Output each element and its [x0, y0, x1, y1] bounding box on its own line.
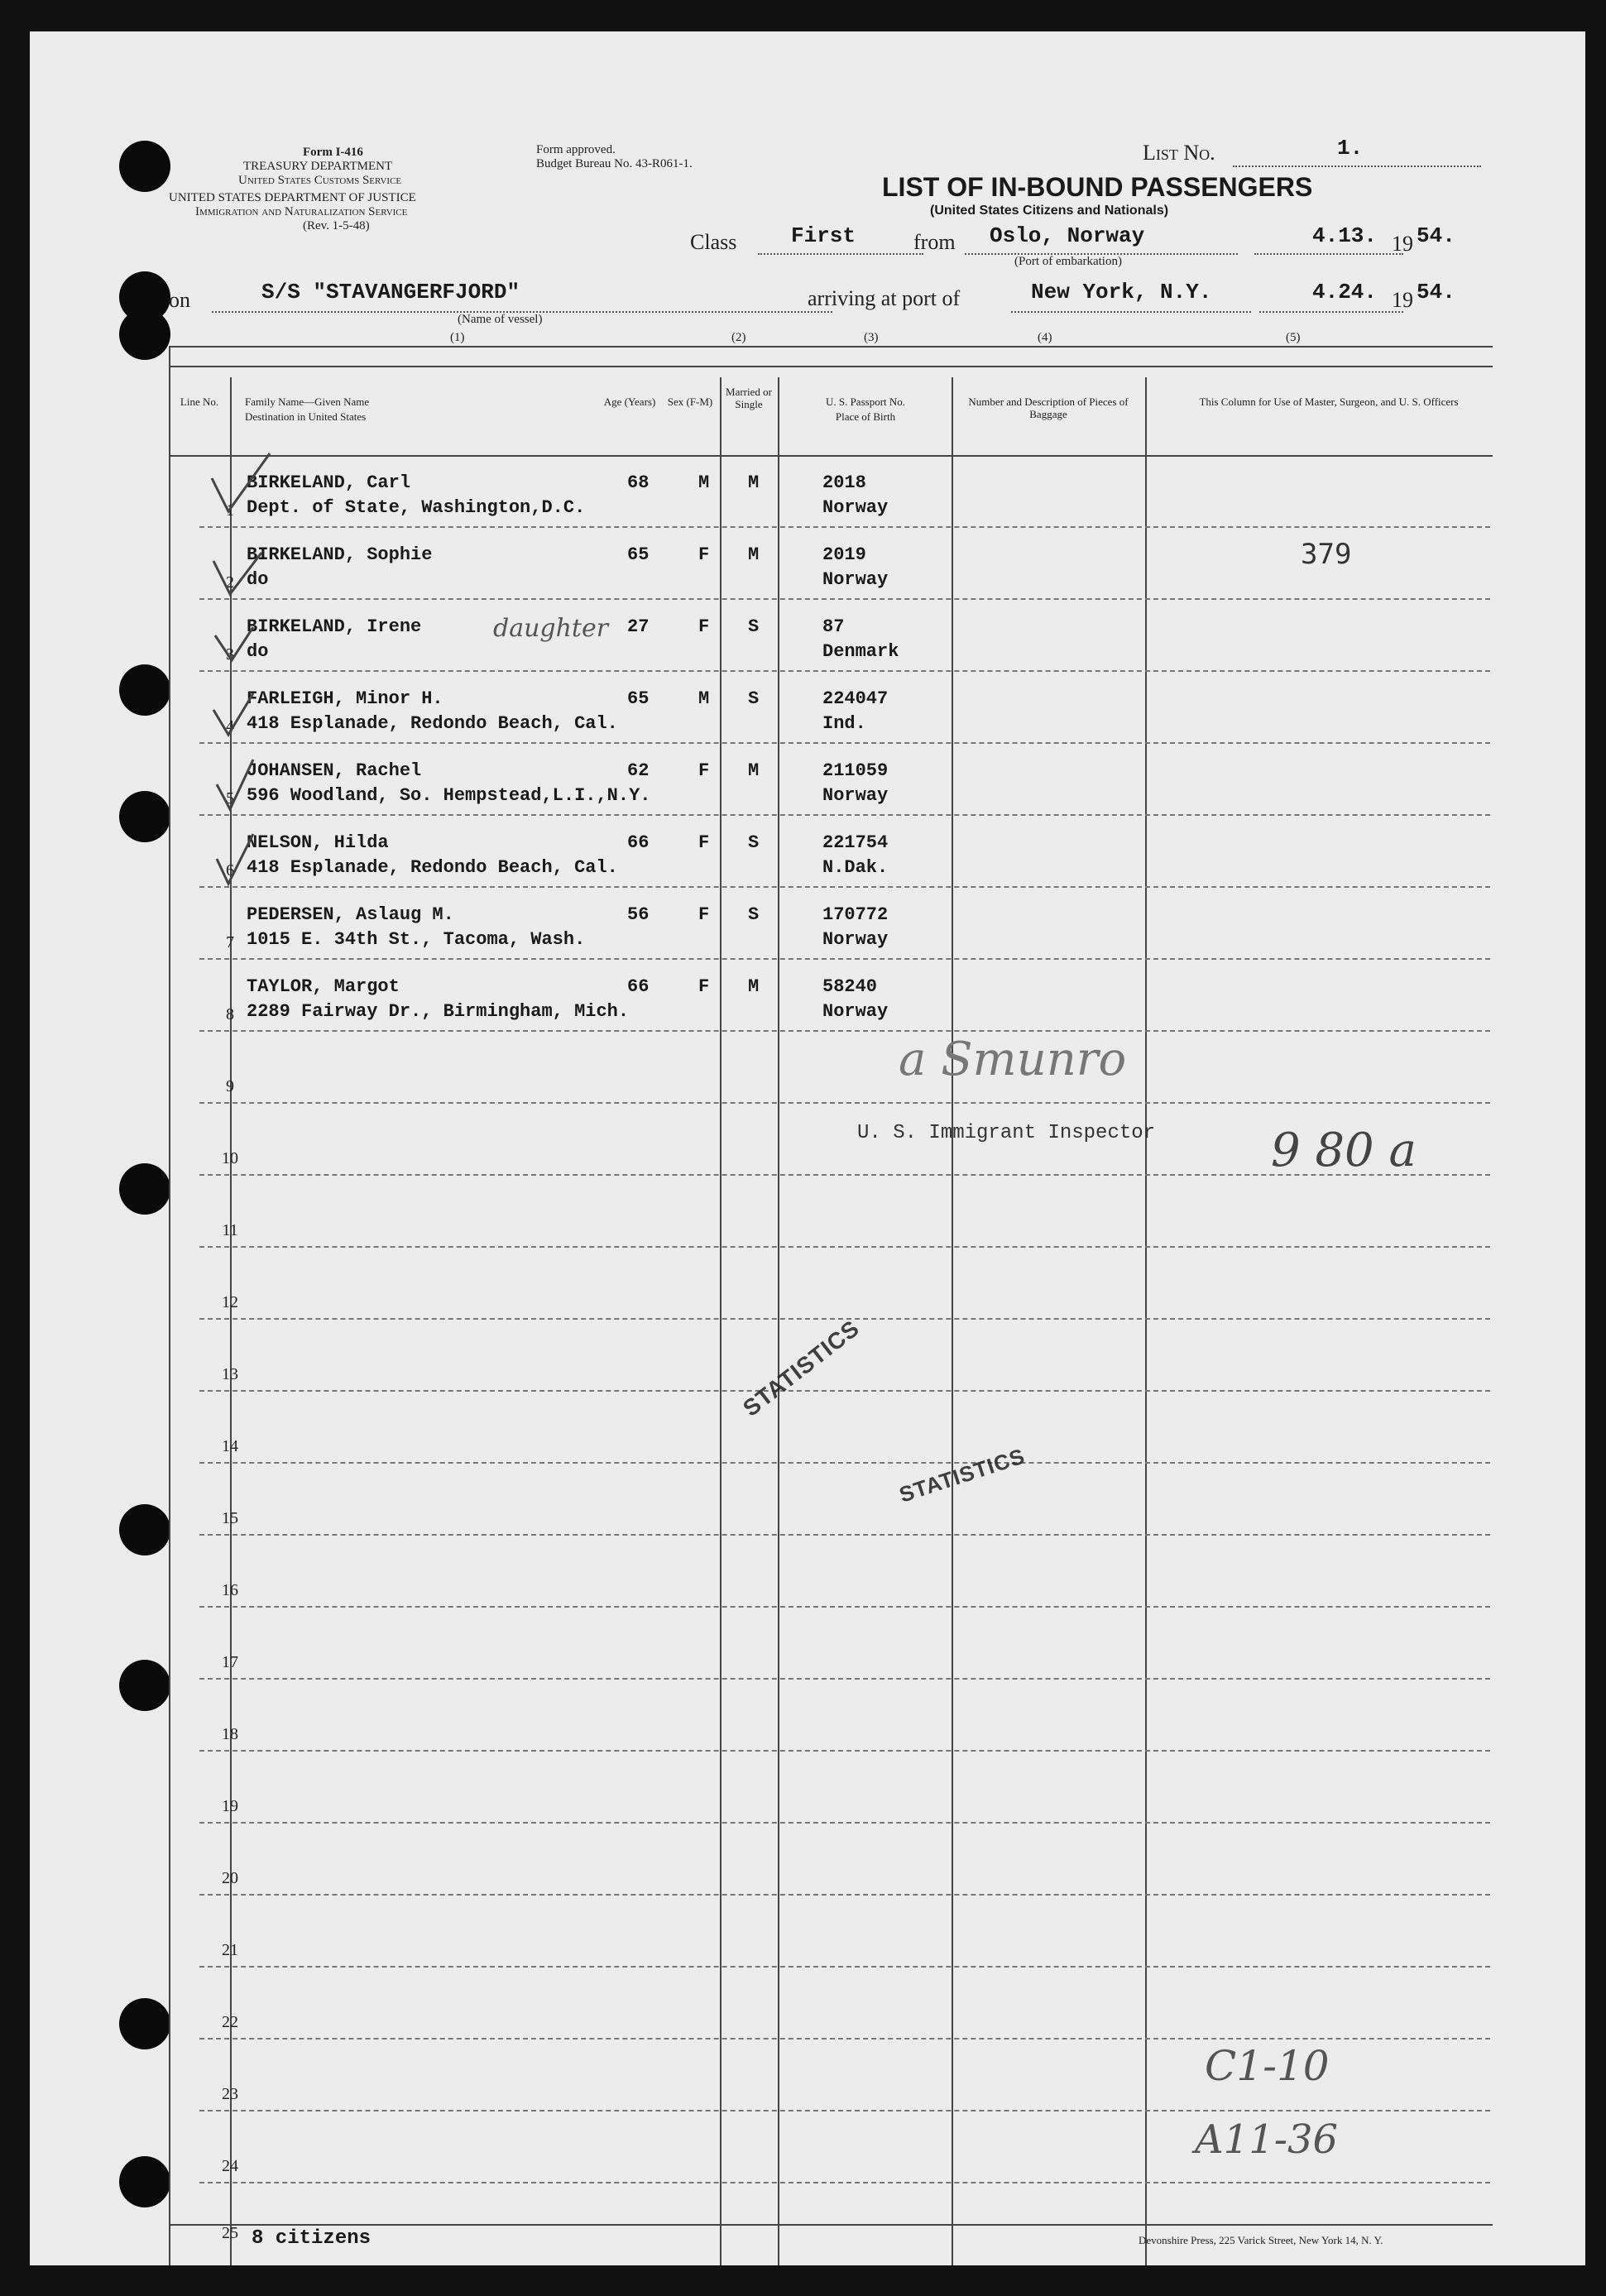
- class-label: Class: [690, 230, 737, 254]
- hdr-name: Family Name—Given Name: [245, 395, 370, 408]
- hdr-officers: This Column for Use of Master, Surgeon, and U. S. Officers: [1199, 395, 1459, 408]
- officer-number: 379: [1301, 538, 1352, 571]
- row-rule: [199, 598, 1490, 600]
- passenger-age: 56: [627, 904, 650, 925]
- inspector-title: U. S. Immigrant Inspector: [857, 1122, 1156, 1144]
- line-number: 17: [222, 1653, 238, 1671]
- embarkation-caption: (Port of embarkation): [1014, 255, 1122, 268]
- row-rule: [199, 1030, 1490, 1032]
- list-no-value: 1.: [1337, 136, 1364, 161]
- passenger-sex: F: [698, 760, 710, 781]
- daughter-note: daughter: [493, 614, 609, 643]
- row-rule: [199, 1246, 1490, 1248]
- inspector-signature: a Smunro: [899, 1033, 1127, 1086]
- passenger-name: NELSON, Hilda: [247, 832, 389, 853]
- col-num-1: (1): [450, 331, 465, 344]
- passenger-age: 62: [627, 760, 650, 781]
- file-code: A11-36: [1195, 2116, 1339, 2163]
- line-number: 11: [222, 1221, 238, 1239]
- hdr-baggage: Number and Description of Pieces of Baggage: [968, 395, 1129, 420]
- depart-date-rule: [1254, 253, 1403, 255]
- line-number: 25: [222, 2224, 238, 2242]
- from-label: from: [913, 230, 956, 254]
- row-rule: [199, 2038, 1490, 2040]
- statistics-stamp: STATISTICS: [738, 1315, 865, 1421]
- line-number: 15: [222, 1509, 238, 1527]
- passenger-sex: F: [698, 616, 710, 637]
- line-number: 22: [222, 2013, 238, 2031]
- hdr-married: Married or Single: [726, 386, 772, 410]
- time-note: 9 80 a: [1271, 1124, 1417, 1177]
- depart-date: 4.13.: [1312, 223, 1378, 248]
- row-rule: [199, 814, 1490, 816]
- line-number: 1: [226, 501, 234, 520]
- page-subtitle: (United States Citizens and Nationals): [930, 204, 1169, 218]
- passenger-passport: 170772: [822, 904, 889, 925]
- list-no-label: List No.: [1143, 141, 1215, 165]
- table-header-top-rule: [169, 366, 1493, 367]
- line-number: 20: [222, 1869, 238, 1887]
- binder-hole: [119, 2156, 170, 2207]
- passenger-marital: M: [748, 472, 760, 493]
- row-rule: [199, 670, 1490, 672]
- line-number: 4: [226, 717, 234, 736]
- table-left-border: [169, 346, 170, 2265]
- citizen-count: 8 citizens: [252, 2227, 372, 2250]
- row-rule: [199, 1534, 1490, 1536]
- printer-imprint: Devonshire Press, 225 Varick Street, New York 14, N. Y.: [1139, 2234, 1383, 2246]
- passenger-passport: 58240: [822, 976, 878, 997]
- arrival-date: 4.24.: [1312, 280, 1378, 304]
- row-rule: [199, 742, 1490, 744]
- passenger-marital: S: [748, 616, 760, 637]
- passenger-sex: F: [698, 832, 710, 853]
- embarkation-port: Oslo, Norway: [990, 223, 1145, 248]
- hdr-destination: Destination in United States: [245, 410, 367, 423]
- col-divider-passport: [952, 377, 953, 2265]
- line-number: 23: [222, 2085, 238, 2103]
- arrival-year: 54.: [1417, 280, 1455, 304]
- checkmark-icon: [204, 445, 303, 908]
- on-label: on: [169, 288, 190, 312]
- binder-hole: [119, 1163, 170, 1215]
- line-number: 14: [222, 1437, 238, 1455]
- line-number: 9: [226, 1077, 234, 1095]
- row-rule: [199, 2110, 1490, 2111]
- passenger-name: BIRKELAND, Sophie: [247, 544, 433, 565]
- line-number: 2: [226, 573, 234, 592]
- class-rule: [758, 253, 923, 255]
- passenger-age: 27: [627, 616, 650, 637]
- line-number: 8: [226, 1005, 234, 1023]
- passenger-name: FARLEIGH, Minor H.: [247, 688, 443, 709]
- vessel-name: S/S "STAVANGERFJORD": [261, 280, 520, 304]
- passenger-sex: M: [698, 688, 710, 709]
- table-top-rule: [169, 346, 1493, 348]
- passenger-passport: 211059: [822, 760, 889, 781]
- statistics-stamp: STATISTICS: [896, 1443, 1028, 1507]
- binder-hole: [119, 141, 170, 192]
- line-number: 3: [226, 645, 234, 664]
- passenger-marital: M: [748, 544, 760, 565]
- hdr-sex: Sex (F-M): [667, 395, 713, 408]
- passenger-sex: F: [698, 544, 710, 565]
- passenger-passport: 2018: [822, 472, 866, 493]
- passenger-birthplace: Norway: [822, 497, 889, 518]
- passenger-birthplace: Denmark: [822, 641, 899, 662]
- passenger-birthplace: Norway: [822, 785, 889, 806]
- line-number: 16: [222, 1581, 238, 1599]
- col-divider-married: [778, 377, 779, 2265]
- table-bottom-rule: [169, 2224, 1493, 2226]
- arriving-label: arriving at port of: [808, 286, 961, 310]
- row-rule: [199, 1966, 1490, 1968]
- line-number: 18: [222, 1725, 238, 1743]
- row-rule: [199, 1606, 1490, 1608]
- passenger-passport: 224047: [822, 688, 889, 709]
- row-rule: [199, 526, 1490, 528]
- passenger-destination: 418 Esplanade, Redondo Beach, Cal.: [247, 713, 618, 734]
- passenger-birthplace: Ind.: [822, 713, 866, 734]
- vessel-caption: (Name of vessel): [458, 313, 543, 326]
- list-no-rule: [1233, 165, 1481, 167]
- passenger-age: 68: [627, 472, 650, 493]
- passenger-sex: F: [698, 976, 710, 997]
- passenger-marital: S: [748, 832, 760, 853]
- passenger-sex: M: [698, 472, 710, 493]
- depart-year: 54.: [1417, 223, 1455, 248]
- hdr-birthplace: Place of Birth: [835, 410, 896, 423]
- revision-date: (Rev. 1-5-48): [303, 219, 370, 232]
- passenger-destination: 418 Esplanade, Redondo Beach, Cal.: [247, 857, 618, 878]
- line-number: 7: [226, 933, 234, 951]
- passenger-marital: S: [748, 904, 760, 925]
- col-divider-baggage: [1145, 377, 1147, 2265]
- row-rule: [199, 2182, 1490, 2183]
- row-rule: [199, 1462, 1490, 1464]
- ins-service: Immigration and Naturalization Service: [195, 205, 408, 218]
- passenger-name: TAYLOR, Margot: [247, 976, 400, 997]
- hdr-age: Age (Years): [603, 395, 656, 408]
- col-num-2: (2): [731, 331, 746, 344]
- passenger-age: 66: [627, 976, 650, 997]
- passenger-destination: Dept. of State, Washington,D.C.: [247, 497, 586, 518]
- passenger-destination: 2289 Fairway Dr., Birmingham, Mich.: [247, 1001, 630, 1022]
- row-rule: [199, 1678, 1490, 1680]
- customs-service: United States Customs Service: [238, 174, 402, 187]
- line-number: 24: [222, 2157, 238, 2175]
- line-number: 5: [226, 789, 234, 808]
- passenger-destination: 596 Woodland, So. Hempstead,L.I.,N.Y.: [247, 785, 651, 806]
- row-rule: [199, 886, 1490, 888]
- passenger-name: BIRKELAND, Irene: [247, 616, 422, 637]
- hdr-line-no: Line No.: [180, 395, 219, 408]
- binder-hole: [119, 1504, 170, 1555]
- form-id: Form I-416: [303, 146, 363, 159]
- depart-year-prefix: 19: [1392, 232, 1413, 256]
- col-num-5: (5): [1286, 331, 1301, 344]
- row-rule: [199, 1102, 1490, 1104]
- file-code: C1-10: [1205, 2042, 1330, 2090]
- line-number: 19: [222, 1797, 238, 1815]
- passenger-marital: M: [748, 760, 760, 781]
- manifest-sheet: [30, 31, 1585, 2265]
- arrival-port: New York, N.Y.: [1031, 280, 1212, 304]
- binder-hole: [119, 309, 170, 360]
- passenger-birthplace: N.Dak.: [822, 857, 889, 878]
- passenger-passport: 87: [822, 616, 845, 637]
- passenger-sex: F: [698, 904, 710, 925]
- col-num-4: (4): [1038, 331, 1052, 344]
- line-number: 13: [222, 1365, 238, 1383]
- passenger-passport: 2019: [822, 544, 866, 565]
- col-divider-name: [720, 377, 722, 2265]
- col-num-3: (3): [864, 331, 879, 344]
- arrival-date-rule: [1259, 311, 1403, 313]
- passenger-passport: 221754: [822, 832, 889, 853]
- page-title: LIST OF IN-BOUND PASSENGERS: [882, 172, 1313, 202]
- passenger-age: 65: [627, 688, 650, 709]
- passenger-destination: do: [247, 569, 269, 590]
- passenger-name: PEDERSEN, Aslaug M.: [247, 904, 454, 925]
- line-number: 6: [226, 861, 234, 880]
- passenger-name: BIRKELAND, Carl: [247, 472, 411, 493]
- passenger-marital: M: [748, 976, 760, 997]
- row-rule: [199, 1822, 1490, 1824]
- arrival-port-rule: [1011, 311, 1251, 313]
- row-rule: [199, 958, 1490, 960]
- budget-bureau: Budget Bureau No. 43-R061-1.: [536, 157, 693, 170]
- passenger-name: JOHANSEN, Rachel: [247, 760, 422, 781]
- passenger-birthplace: Norway: [822, 569, 889, 590]
- row-rule: [199, 1894, 1490, 1896]
- line-number: 21: [222, 1941, 238, 1959]
- class-value: First: [791, 223, 856, 248]
- table-header-bottom-rule: [169, 455, 1493, 457]
- binder-hole: [119, 664, 170, 716]
- treasury-dept: TREASURY DEPARTMENT: [243, 160, 393, 173]
- passenger-destination: do: [247, 641, 269, 662]
- binder-hole: [119, 1660, 170, 1711]
- hdr-passport: U. S. Passport No.: [825, 395, 906, 408]
- row-rule: [199, 1750, 1490, 1752]
- passenger-birthplace: Norway: [822, 929, 889, 950]
- row-rule: [199, 1390, 1490, 1392]
- passenger-age: 66: [627, 832, 650, 853]
- line-number: 12: [222, 1293, 238, 1311]
- passenger-birthplace: Norway: [822, 1001, 889, 1022]
- justice-dept: UNITED STATES DEPARTMENT OF JUSTICE: [169, 191, 416, 204]
- binder-hole: [119, 1998, 170, 2049]
- arrival-year-prefix: 19: [1392, 288, 1413, 312]
- passenger-marital: S: [748, 688, 760, 709]
- passenger-destination: 1015 E. 34th St., Tacoma, Wash.: [247, 929, 586, 950]
- form-approved: Form approved.: [536, 143, 616, 156]
- binder-hole: [119, 791, 170, 842]
- line-number: 10: [222, 1149, 238, 1167]
- passenger-age: 65: [627, 544, 650, 565]
